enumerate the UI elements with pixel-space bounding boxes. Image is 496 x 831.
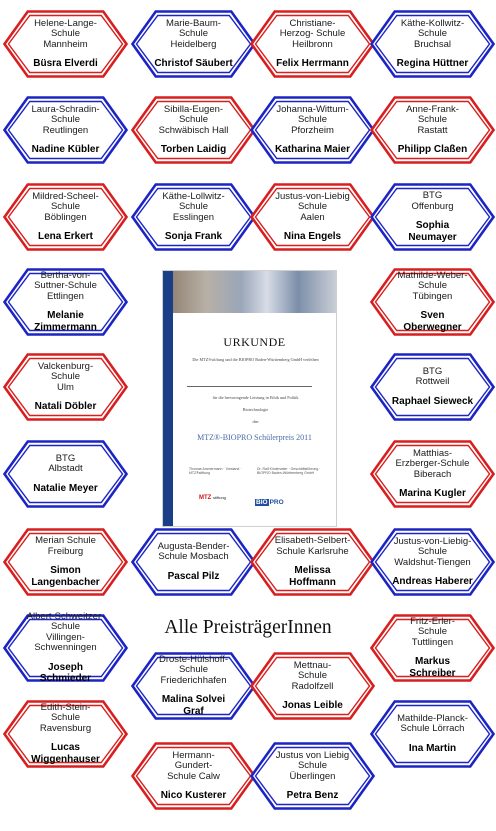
award-hexagon bbox=[3, 353, 128, 421]
certificate-signer-right: Dr. Ralf Kindervater · Geschäftsführung · BIOPRO Baden-Württemberg GmbH bbox=[257, 467, 321, 476]
winner-name: Sophia Neumayer bbox=[408, 220, 457, 243]
certificate-signer-left: Thomas Ammermann · Vorstand · MTZ®stiftung bbox=[189, 467, 242, 476]
award-hexagon bbox=[3, 10, 128, 78]
winner-name: Torben Laidig bbox=[160, 144, 227, 155]
award-text bbox=[384, 353, 481, 421]
school-name: Bertha-von- Suttner-Schule Ettlingen bbox=[34, 269, 97, 302]
certificate-reason-line: für die hervorragende Leistung in Ethik und Politik bbox=[212, 395, 299, 400]
school-name: Mathilde-Planck- Schule Lörrach bbox=[397, 712, 468, 735]
mtz-logo-text: MTZ bbox=[199, 495, 212, 501]
school-name: Marie-Baum- Schule Heidelberg bbox=[166, 17, 221, 50]
certificate-prize-name: MTZ®-BIOPRO Schülerpreis 2011 bbox=[197, 433, 312, 442]
award-hexagon bbox=[370, 700, 495, 768]
award-hexagon bbox=[250, 742, 375, 810]
winner-name: Jonas Leible bbox=[282, 700, 343, 711]
certificate-subject-line: Biotechnologie bbox=[242, 407, 269, 412]
award-hexagon bbox=[3, 183, 128, 251]
award-text bbox=[264, 96, 361, 164]
award-hexagon bbox=[370, 440, 495, 508]
school-name: Albert-Schweitzer- Schule Villingen- Schwenningen bbox=[26, 610, 105, 653]
winner-name: Sonja Frank bbox=[164, 231, 223, 242]
award-hexagon bbox=[250, 528, 375, 596]
winner-name: Joseph Schmieder bbox=[39, 661, 92, 684]
winner-name: Philipp Claßen bbox=[397, 144, 468, 155]
winner-name: Katharina Maier bbox=[274, 144, 351, 155]
award-hexagon bbox=[131, 528, 256, 596]
school-name: BTG Offenburg bbox=[411, 190, 454, 212]
winner-name: Nina Engels bbox=[283, 231, 342, 242]
award-text bbox=[17, 610, 114, 684]
award-hexagon bbox=[370, 353, 495, 421]
school-name: Anne-Frank- Schule Rastatt bbox=[406, 103, 459, 136]
school-name: Justus-von-Liebig Schule Aalen bbox=[275, 190, 350, 223]
school-name: Käthe-Kollwitz- Schule Bruchsal bbox=[400, 17, 465, 50]
winner-name: Felix Herrmann bbox=[276, 58, 349, 69]
award-hexagon bbox=[370, 183, 495, 251]
school-name: Laura-Schradin- Schule Reutlingen bbox=[31, 103, 100, 136]
award-text bbox=[384, 528, 481, 596]
school-name: BTG Albstadt bbox=[48, 452, 83, 475]
award-text bbox=[145, 183, 242, 251]
award-hexagon bbox=[3, 700, 128, 768]
award-hexagon bbox=[3, 610, 128, 684]
school-name: Edith-Stein- Schule Ravensburg bbox=[39, 701, 92, 734]
school-name: Augusta-Bender- Schule Mosbach bbox=[157, 540, 230, 563]
certificate-name-rule bbox=[187, 386, 312, 387]
award-hexagon bbox=[3, 528, 128, 596]
school-name: Hermann- Gundert- Schule Calw bbox=[167, 749, 220, 782]
certificate-blue-strip bbox=[163, 271, 173, 526]
award-text bbox=[264, 742, 361, 810]
school-name: Johanna-Wittum- Schule Pforzheim bbox=[276, 103, 349, 136]
school-name: Valckenburg- Schule Ulm bbox=[37, 360, 94, 393]
school-name: Elisabeth-Selbert- Schule Karlsruhe bbox=[274, 535, 351, 557]
award-hexagon bbox=[370, 96, 495, 164]
award-text bbox=[17, 528, 114, 596]
winner-name: Raphael Sieweck bbox=[391, 395, 474, 407]
award-hexagon bbox=[3, 440, 128, 508]
winner-name: Malina Solvei Graf bbox=[161, 694, 226, 717]
award-text bbox=[17, 268, 114, 336]
school-name: Matthias- Erzberger-Schule Biberach bbox=[395, 447, 470, 480]
award-text bbox=[384, 183, 481, 251]
award-text bbox=[384, 268, 481, 336]
school-name: Merian Schule Freiburg bbox=[35, 535, 96, 557]
award-hexagon bbox=[131, 742, 256, 810]
school-name: Christiane- Herzog- Schule Heilbronn bbox=[279, 17, 346, 50]
school-name: Käthe-Lollwitz- Schule Esslingen bbox=[162, 190, 225, 223]
all-prizewinners-heading: Alle PreisträgerInnen bbox=[164, 617, 332, 638]
certificate-document bbox=[162, 270, 337, 527]
winner-name: Natali Döbler bbox=[34, 401, 97, 412]
award-text bbox=[17, 440, 114, 508]
school-name: Mathilde-Weber- Schule Tübingen bbox=[397, 269, 468, 302]
award-hexagon bbox=[131, 96, 256, 164]
school-name: BTG Rottweil bbox=[415, 365, 450, 388]
winner-name: Christof Säubert bbox=[154, 58, 233, 69]
school-name: Mildred-Scheel- Schule Böblingen bbox=[32, 190, 99, 223]
school-name: Justus von Liebig Schule Überlingen bbox=[275, 749, 350, 782]
award-text bbox=[17, 96, 114, 164]
award-text bbox=[17, 353, 114, 421]
award-text bbox=[384, 440, 481, 508]
award-hexagon bbox=[250, 10, 375, 78]
winner-name: Lena Erkert bbox=[37, 231, 94, 242]
award-text bbox=[17, 700, 114, 768]
winner-name: Regina Hüttner bbox=[396, 58, 469, 69]
award-text bbox=[264, 10, 361, 78]
award-text bbox=[145, 10, 242, 78]
award-text bbox=[17, 183, 114, 251]
biopro-logo-bio: BIO bbox=[256, 499, 268, 506]
certificate-intro-line: Die MTZ®stiftung und die BIOPRO Baden-Württemberg GmbH verleihen bbox=[192, 357, 319, 362]
winner-name: Petra Benz bbox=[286, 790, 339, 801]
biopro-logo bbox=[255, 499, 285, 506]
winner-name: Melissa Hoffmann bbox=[289, 565, 336, 588]
winner-name: Nico Kusterer bbox=[160, 790, 227, 801]
award-text bbox=[145, 528, 242, 596]
mtz-stiftung-logo bbox=[199, 495, 226, 501]
award-text bbox=[145, 652, 242, 720]
award-text bbox=[145, 742, 242, 810]
winner-name: Markus Schreiber bbox=[409, 656, 456, 679]
award-text bbox=[384, 614, 481, 682]
award-text bbox=[384, 700, 481, 768]
biopro-logo-pro: PRO bbox=[269, 499, 284, 506]
award-text bbox=[264, 528, 361, 596]
school-name: Sibilla-Eugen- Schule Schwäbisch Hall bbox=[158, 103, 229, 136]
award-hexagon bbox=[370, 528, 495, 596]
award-text bbox=[384, 10, 481, 78]
award-hexagon bbox=[370, 268, 495, 336]
award-text bbox=[384, 96, 481, 164]
award-hexagon bbox=[250, 183, 375, 251]
school-name: Justus-von-Liebig- Schule Waldshut-Tiengen bbox=[393, 535, 472, 568]
award-hexagon bbox=[370, 614, 495, 682]
winner-name: Marina Kugler bbox=[399, 488, 466, 499]
school-name: Mettnau- Schule Radolfzell bbox=[291, 659, 334, 692]
award-text bbox=[264, 183, 361, 251]
certificate-photo-banner bbox=[163, 271, 336, 313]
award-hexagon bbox=[131, 183, 256, 251]
mtz-logo-subtext: stiftung bbox=[213, 495, 226, 500]
award-hexagon bbox=[3, 96, 128, 164]
award-hexagon bbox=[131, 652, 256, 720]
award-hexagon bbox=[250, 96, 375, 164]
certificate-title: URKUNDE bbox=[223, 335, 286, 349]
winner-name: Nadine Kübler bbox=[31, 144, 100, 155]
winner-name: Lucas Wiggenhauser bbox=[31, 742, 100, 765]
school-name: Fritz-Erler- Schule Tuttlingen bbox=[410, 615, 455, 648]
winner-name: Simon Langenbacher bbox=[31, 565, 100, 588]
winner-name: Ina Martin bbox=[408, 742, 457, 754]
winner-name: Pascal Pilz bbox=[167, 570, 220, 582]
school-name: Droste-Hülshoff- Schule Friederichhafen bbox=[159, 653, 228, 686]
award-text bbox=[17, 10, 114, 78]
award-hexagon bbox=[370, 10, 495, 78]
award-hexagon bbox=[3, 268, 128, 336]
winner-name: Sven Oberwegner bbox=[403, 310, 462, 333]
award-hexagon bbox=[131, 10, 256, 78]
winner-name: Andreas Haberer bbox=[392, 576, 473, 587]
winner-name: Büsra Elverdi bbox=[33, 58, 98, 69]
winner-name: Natalie Meyer bbox=[33, 482, 98, 494]
certificate-den-line: den bbox=[252, 419, 259, 424]
award-text bbox=[145, 96, 242, 164]
winner-name: Melanie Zimmermann bbox=[34, 310, 97, 333]
award-hexagon bbox=[250, 652, 375, 720]
award-text bbox=[264, 652, 361, 720]
school-name: Helene-Lange- Schule Mannheim bbox=[34, 17, 97, 50]
